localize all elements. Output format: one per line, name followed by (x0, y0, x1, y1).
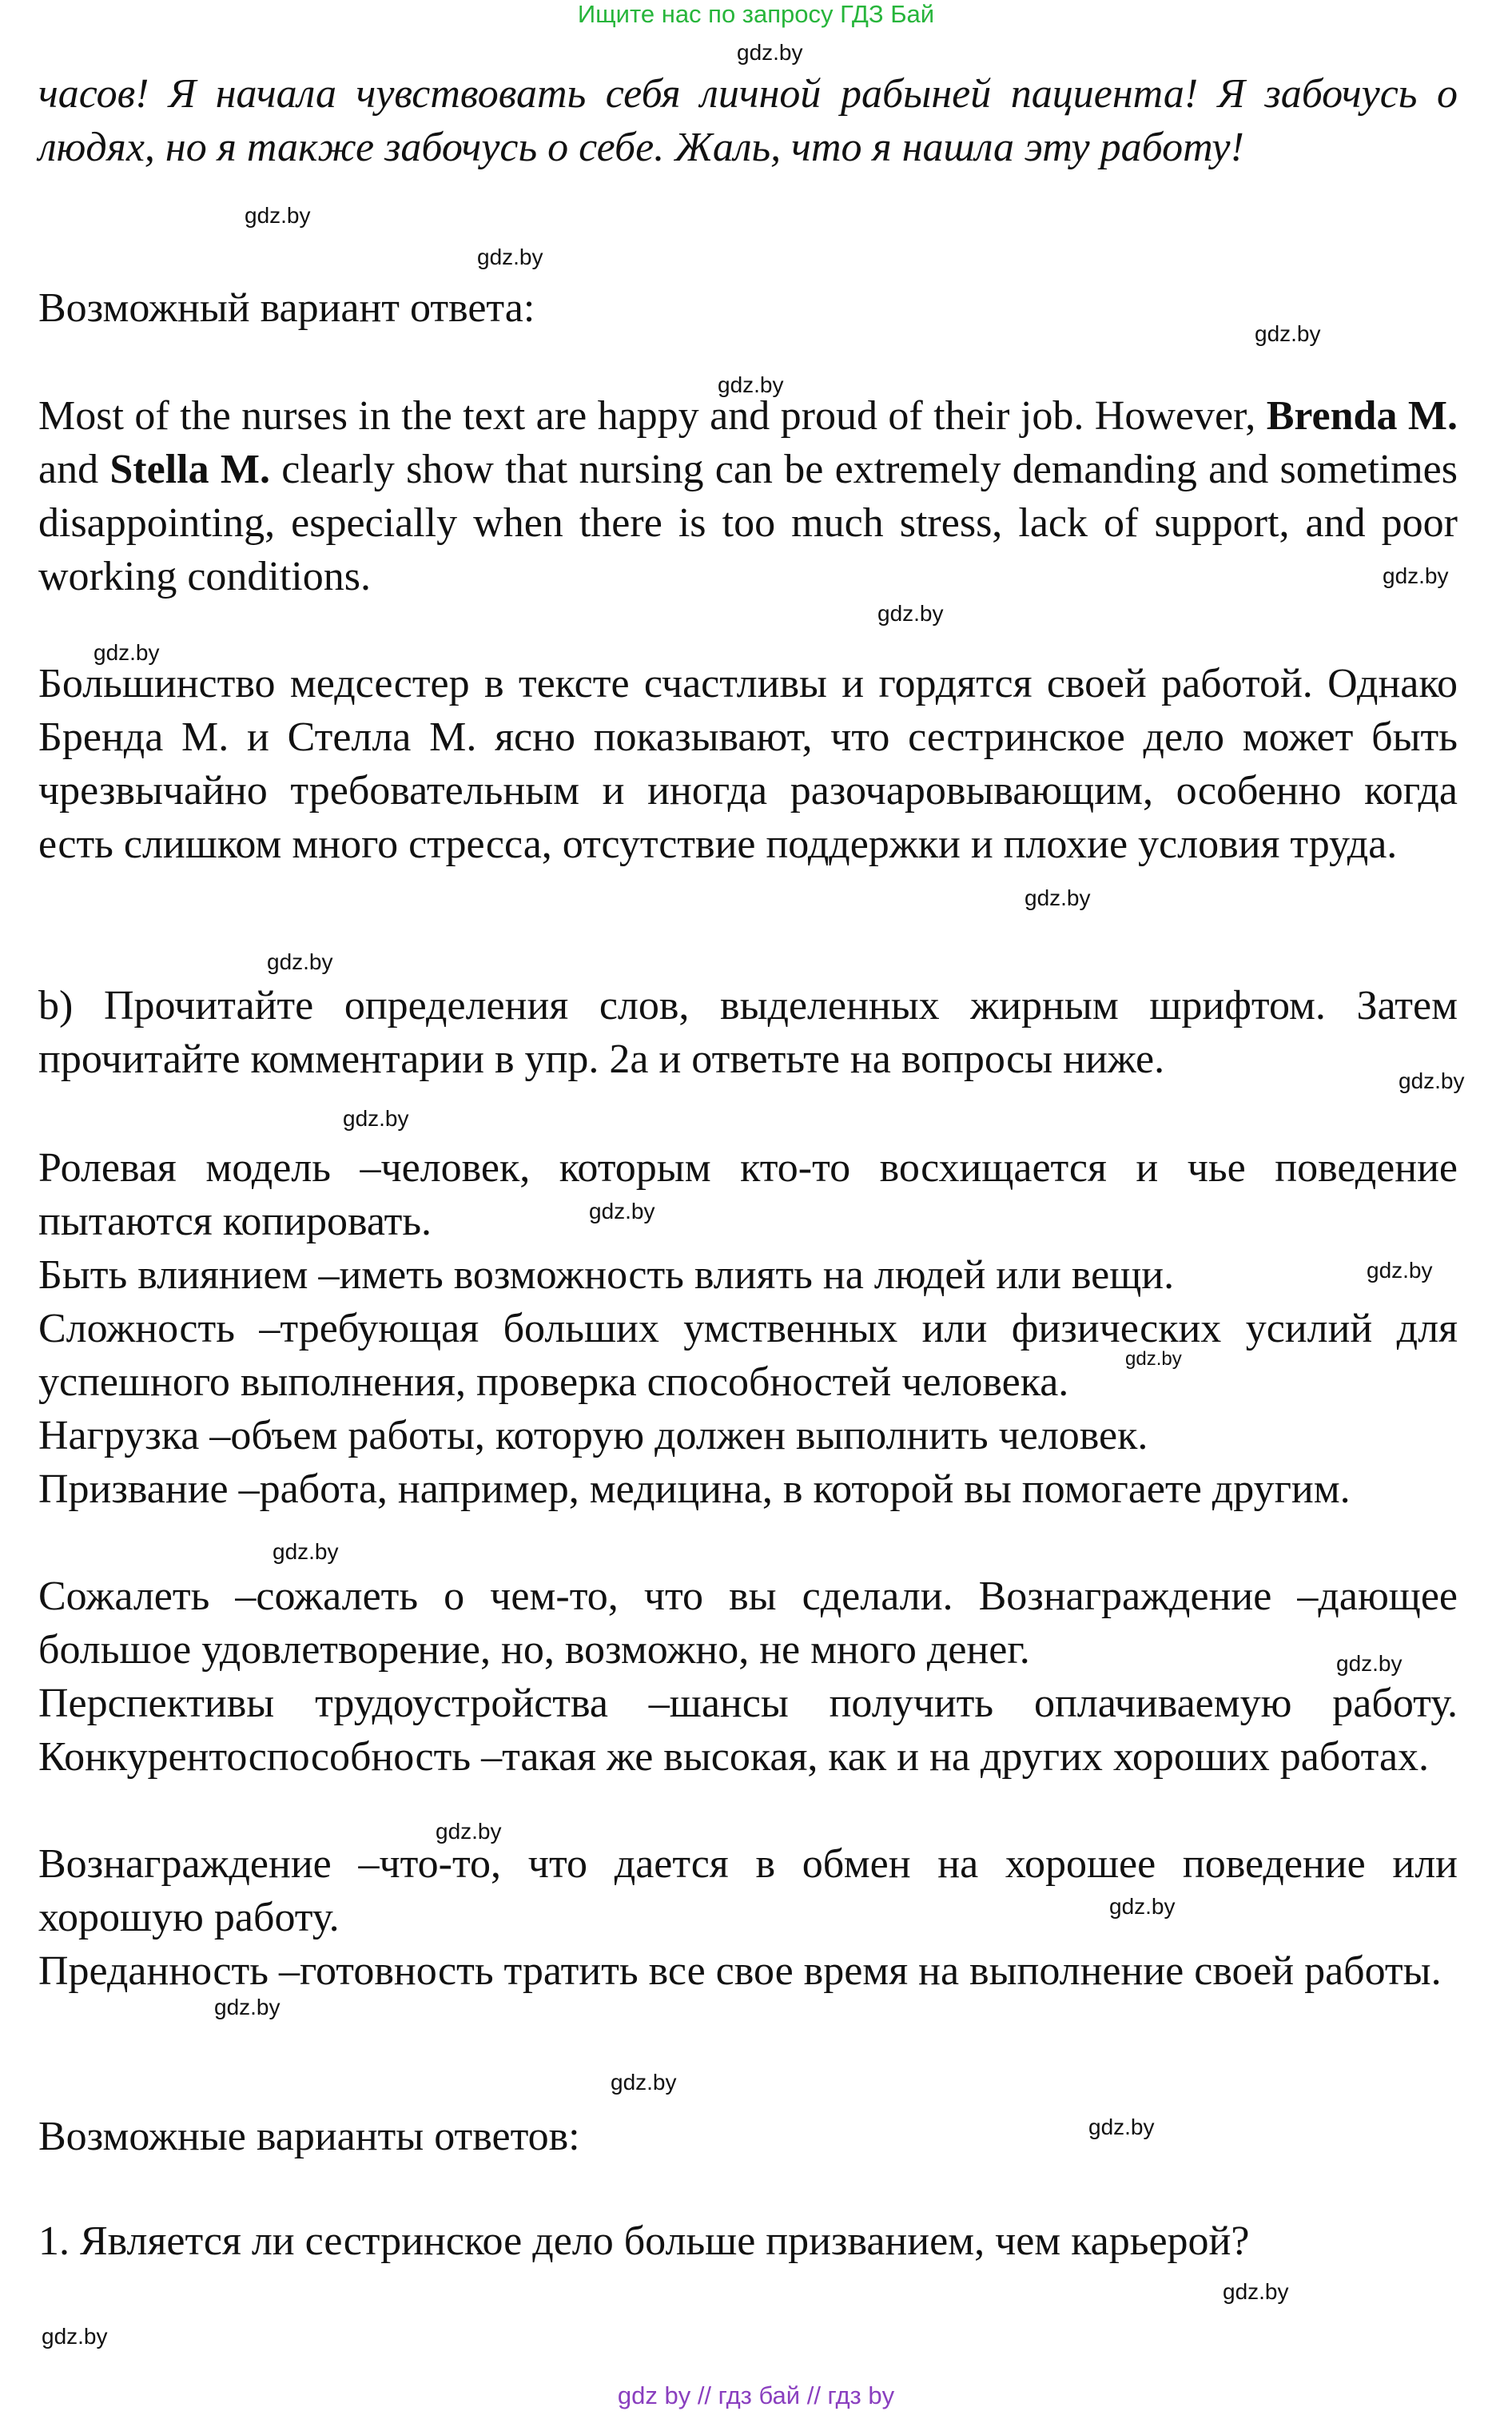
watermark: gdz.by (737, 40, 803, 65)
watermark: gdz.by (42, 2324, 108, 2349)
definition-item: Ролевая модель –человек, которым кто-то восхищается и чье поведение пытаются копировать. (38, 1145, 1458, 1244)
definition-item: Вознаграждение –что-то, что дается в обмен на хорошее поведение или хорошую работу. (38, 1841, 1458, 1940)
watermark: gdz.by (214, 1995, 281, 2019)
watermark: gdz.by (267, 949, 333, 974)
definition-item: Перспективы трудоустройства –шансы получить оплачиваемую работу. Конкурентоспособность –такая же высокая, как и на других хороших работах. (38, 1681, 1458, 1780)
watermark: gdz.by (611, 2070, 677, 2095)
question-1: 1. Является ли сестринское дело больше призванием, чем карьерой? (38, 2218, 1250, 2264)
watermark: gdz.by (1125, 1348, 1182, 1370)
definition-item: Сложность –требующая больших умственных или физических усилий для успешного выполнения, проверка способностей человека. (38, 1306, 1458, 1405)
possible-answers-label: Возможные варианты ответов: (38, 2114, 580, 2159)
watermark: gdz.by (1255, 321, 1321, 346)
watermark: gdz.by (1367, 1258, 1433, 1283)
watermark: gdz.by (245, 203, 311, 228)
watermark: gdz.by (273, 1539, 339, 1564)
definition-item: Призвание –работа, например, медицина, в которой вы помогаете другим. (38, 1466, 1351, 1512)
definition-item: Нагрузка –объем работы, которую должен выполнить человек. (38, 1413, 1148, 1458)
watermark: gdz.by (589, 1199, 655, 1223)
answer-en-part2: clearly show that nursing can be extremely demanding and sometimes disappointing, especially when there is too much stress, lack of support, and poor working conditions. (38, 447, 1458, 599)
answer-english (38, 389, 1458, 603)
footer-links[interactable]: gdz by // гдз бай // гдз by (617, 2381, 895, 2409)
watermark: gdz.by (1383, 563, 1449, 588)
watermark: gdz.by (1223, 2279, 1289, 2304)
watermark: gdz.by (1336, 1651, 1403, 1676)
watermark: gdz.by (436, 1819, 502, 1844)
watermark: gdz.by (1399, 1068, 1465, 1093)
definition-item: Быть влиянием –иметь возможность влиять на людей или вещи. (38, 1252, 1175, 1298)
quote-paragraph: часов! Я начала чувствовать себя личной рабыней пациента! Я забочусь о людях, но я также забочусь о себе. Жаль, что я нашла эту работу! (38, 71, 1458, 170)
answer-en-and: and (38, 447, 110, 492)
watermark: gdz.by (877, 601, 944, 626)
definition-item: Преданность –готовность тратить все свое время на выполнение своей работы. (38, 1948, 1442, 1994)
answer-en-name1: Brenda M. (1266, 393, 1458, 439)
answer-russian: Большинство медсестер в тексте счастливы и гордятся своей работой. Однако Бренда М. и Стелла М. ясно показывают, что сестринское дело может быть чрезвычайно требовательным и иногда разочаровывающим, особенно когда есть слишком много стресса, отсутствие поддержки и плохие условия труда. (38, 661, 1458, 867)
watermark: gdz.by (477, 245, 543, 269)
answer-en-name2: Stella M. (109, 447, 270, 492)
search-banner[interactable]: Ищите нас по запросу ГДЗ Бай (577, 0, 935, 28)
definition-item: Сожалеть –сожалеть о чем-то, что вы сделали. Вознаграждение –дающее большое удовлетворение, но, возможно, не много денег. (38, 1574, 1458, 1673)
watermark: gdz.by (343, 1106, 409, 1131)
watermark: gdz.by (94, 640, 160, 665)
answer-en-part1: Most of the nurses in the text are happy and proud of their job. However, (38, 393, 1267, 439)
watermark: gdz.by (1025, 885, 1091, 910)
watermark: gdz.by (1109, 1894, 1176, 1919)
watermark: gdz.by (1088, 2115, 1155, 2139)
watermark: gdz.by (718, 372, 784, 397)
task-b: b) Прочитайте определения слов, выделенных жирным шрифтом. Затем прочитайте комментарии в упр. 2а и ответьте на вопросы ниже. (38, 983, 1458, 1082)
possible-answer-label: Возможный вариант ответа: (38, 285, 535, 331)
